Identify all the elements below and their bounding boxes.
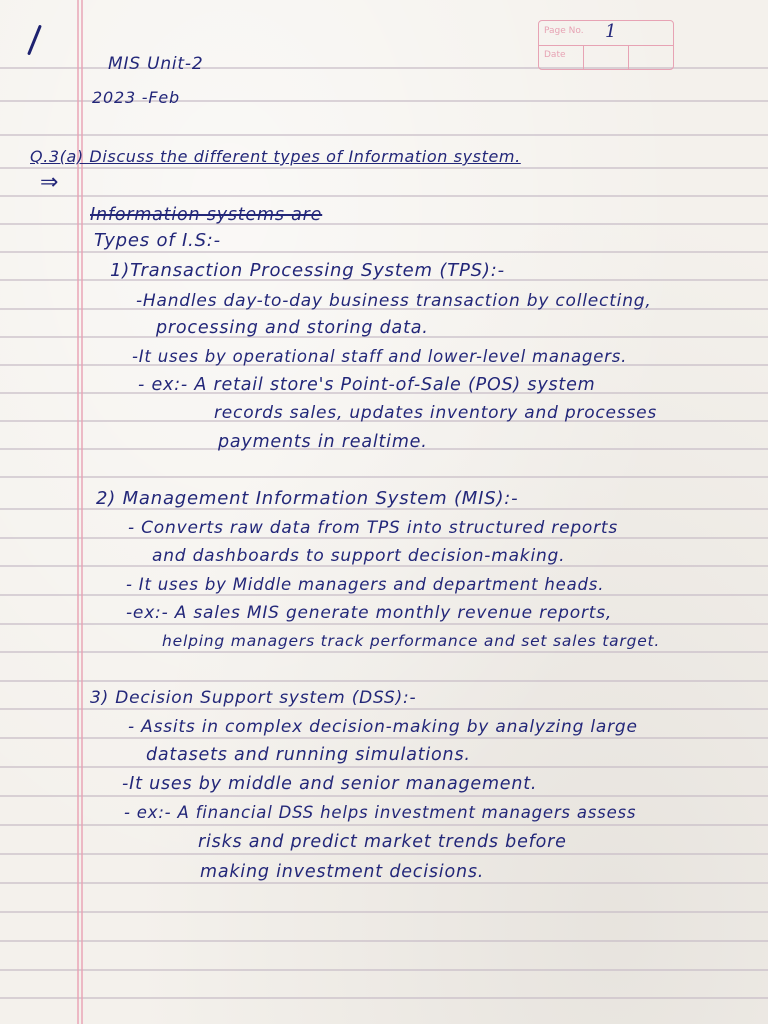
dss-line-2: datasets and running simulations.: [146, 745, 471, 765]
question-line: Q.3(a) Discuss the different types of Information system.: [30, 147, 521, 166]
dss-line-3: -It uses by middle and senior management.: [122, 774, 538, 794]
date-cell-divider: [583, 45, 584, 69]
types-heading: Types of I.S:-: [94, 230, 221, 251]
dss-line-5: risks and predict market trends before: [198, 832, 567, 852]
tps-line-3: -It uses by operational staff and lower-level managers.: [132, 347, 628, 366]
year-heading: 2023 -Feb: [92, 88, 180, 107]
tps-line-5: records sales, updates inventory and processes: [214, 403, 658, 423]
tps-line-4: - ex:- A retail store's Point-of-Sale (POS) system: [138, 375, 596, 395]
mis-line-2: and dashboards to support decision-making.: [152, 546, 566, 566]
tps-line-2: processing and storing data.: [156, 318, 429, 338]
dss-line-4: - ex:- A financial DSS helps investment managers assess: [124, 803, 637, 822]
page-no-row: [539, 21, 673, 46]
corner-slash-mark: [27, 25, 42, 56]
date-cell-divider: [628, 45, 629, 69]
dss-line-6: making investment decisions.: [200, 862, 485, 882]
page-no-label: Page No.: [544, 26, 584, 36]
mis-line-4: -ex:- A sales MIS generate monthly revenue reports,: [126, 603, 613, 623]
dss-line-1: - Assits in complex decision-making by analyzing large: [128, 717, 638, 737]
mis-title: 2) Management Information System (MIS):-: [96, 488, 519, 509]
date-label: Date: [544, 50, 566, 60]
tps-line-6: payments in realtime.: [218, 432, 428, 452]
mis-line-3: - It uses by Middle managers and department heads.: [126, 575, 605, 594]
arrow-icon: ⇒: [40, 170, 59, 195]
page-number-box: [538, 20, 674, 70]
tps-title: 1)Transaction Processing System (TPS):-: [110, 260, 505, 281]
page-number: 1: [605, 21, 617, 42]
tps-line-1: -Handles day-to-day business transaction by collecting,: [136, 291, 652, 311]
struck-intro: Information systems are: [90, 205, 323, 225]
mis-line-5: helping managers track performance and set sales target.: [162, 632, 661, 650]
mis-line-1: - Converts raw data from TPS into structured reports: [128, 518, 619, 538]
dss-title: 3) Decision Support system (DSS):-: [90, 688, 417, 708]
subject-heading: MIS Unit-2: [108, 54, 204, 74]
date-row: [539, 45, 673, 69]
